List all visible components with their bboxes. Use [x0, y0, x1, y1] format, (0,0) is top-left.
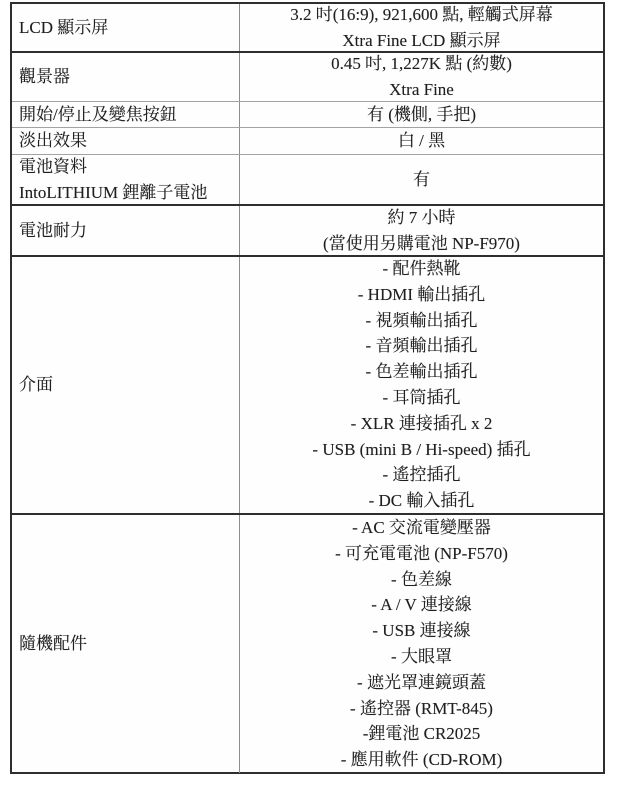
row-label: 電池資料 [19, 156, 87, 176]
spec-row-startstop-zoom [12, 102, 603, 128]
row-label-cell [12, 53, 240, 101]
row-label: 開始/停止及變焦按鈕 [19, 104, 177, 124]
row-label: 介面 [19, 375, 53, 395]
value-line: - 色差輸出插孔 [365, 362, 478, 382]
row-value-cell [240, 257, 603, 513]
row-value-cell [240, 4, 603, 51]
row-label: 電池耐力 [19, 220, 87, 240]
row-label-cell [12, 128, 240, 154]
spec-row-fader [12, 128, 603, 155]
value-line: 有 (機側, 手把) [366, 104, 477, 124]
row-label: IntoLITHIUM 鋰離子電池 [19, 182, 208, 202]
value-line: - 遙控插孔 [382, 465, 461, 485]
row-label-cell [12, 515, 240, 773]
value-line: -鋰電池 CR2025 [362, 724, 481, 744]
row-label-cell [12, 155, 240, 204]
value-line: - DC 輸入插孔 [368, 491, 475, 511]
row-label: LCD 顯示屏 [19, 17, 109, 37]
value-line: 有 [413, 169, 430, 189]
value-line: - 音頻輸出插孔 [365, 336, 478, 356]
row-value-cell [240, 53, 603, 101]
value-line: - 可充電電池 (NP-F570) [335, 543, 508, 563]
value-line: - XLR 連接插孔 x 2 [350, 413, 493, 433]
value-line: (當使用另購電池 NP-F970) [323, 233, 520, 253]
value-line: Xtra Fine LCD 顯示屏 [342, 30, 501, 50]
value-line: - HDMI 輸出插孔 [357, 284, 486, 304]
spec-row-supplied-accessories [12, 515, 603, 773]
row-value-cell [240, 206, 603, 255]
row-label-cell [12, 257, 240, 513]
value-line: - 遮光罩連鏡頭蓋 [357, 672, 486, 692]
spec-row-battery-endurance [12, 206, 603, 257]
value-line: - 耳筒插孔 [382, 388, 461, 407]
value-line: Xtra Fine [389, 80, 454, 99]
row-label: 淡出效果 [19, 131, 87, 151]
row-label: 隨機配件 [19, 634, 87, 654]
value-line: - 大眼罩 [391, 646, 452, 666]
spec-row-viewfinder [12, 53, 603, 102]
row-value-cell [240, 102, 603, 127]
value-line: - 應用軟件 (CD-ROM) [340, 750, 503, 770]
row-label-cell [12, 4, 240, 51]
row-label: 觀景器 [19, 67, 70, 87]
value-line: - 遙控器 (RMT-845) [350, 698, 493, 718]
spec-row-battery-info [12, 155, 603, 206]
value-line: - AC 交流電變壓器 [352, 518, 491, 537]
value-line: 0.45 吋, 1,227K 點 (約數) [331, 54, 512, 74]
row-value-cell [240, 128, 603, 154]
row-value-cell [240, 155, 603, 204]
value-line: - USB (mini B / Hi-speed) 插孔 [312, 439, 531, 459]
value-line: - 配件熱靴 [382, 259, 461, 279]
value-line: - 色差線 [391, 569, 452, 589]
value-line: - A / V 連接線 [371, 595, 472, 615]
spec-row-lcd [12, 4, 603, 53]
value-line: 3.2 吋(16:9), 921,600 點, 輕觸式屏幕 [290, 4, 553, 24]
spec-row-interfaces [12, 257, 603, 515]
row-label-cell [12, 206, 240, 255]
value-line: - USB 連接線 [372, 621, 471, 641]
value-line: 白 / 黑 [397, 131, 446, 151]
value-line: 約 7 小時 [387, 207, 456, 227]
row-label-cell [12, 102, 240, 127]
spec-table [10, 2, 605, 774]
row-value-cell [240, 515, 603, 773]
value-line: - 視頻輸出插孔 [365, 310, 478, 330]
